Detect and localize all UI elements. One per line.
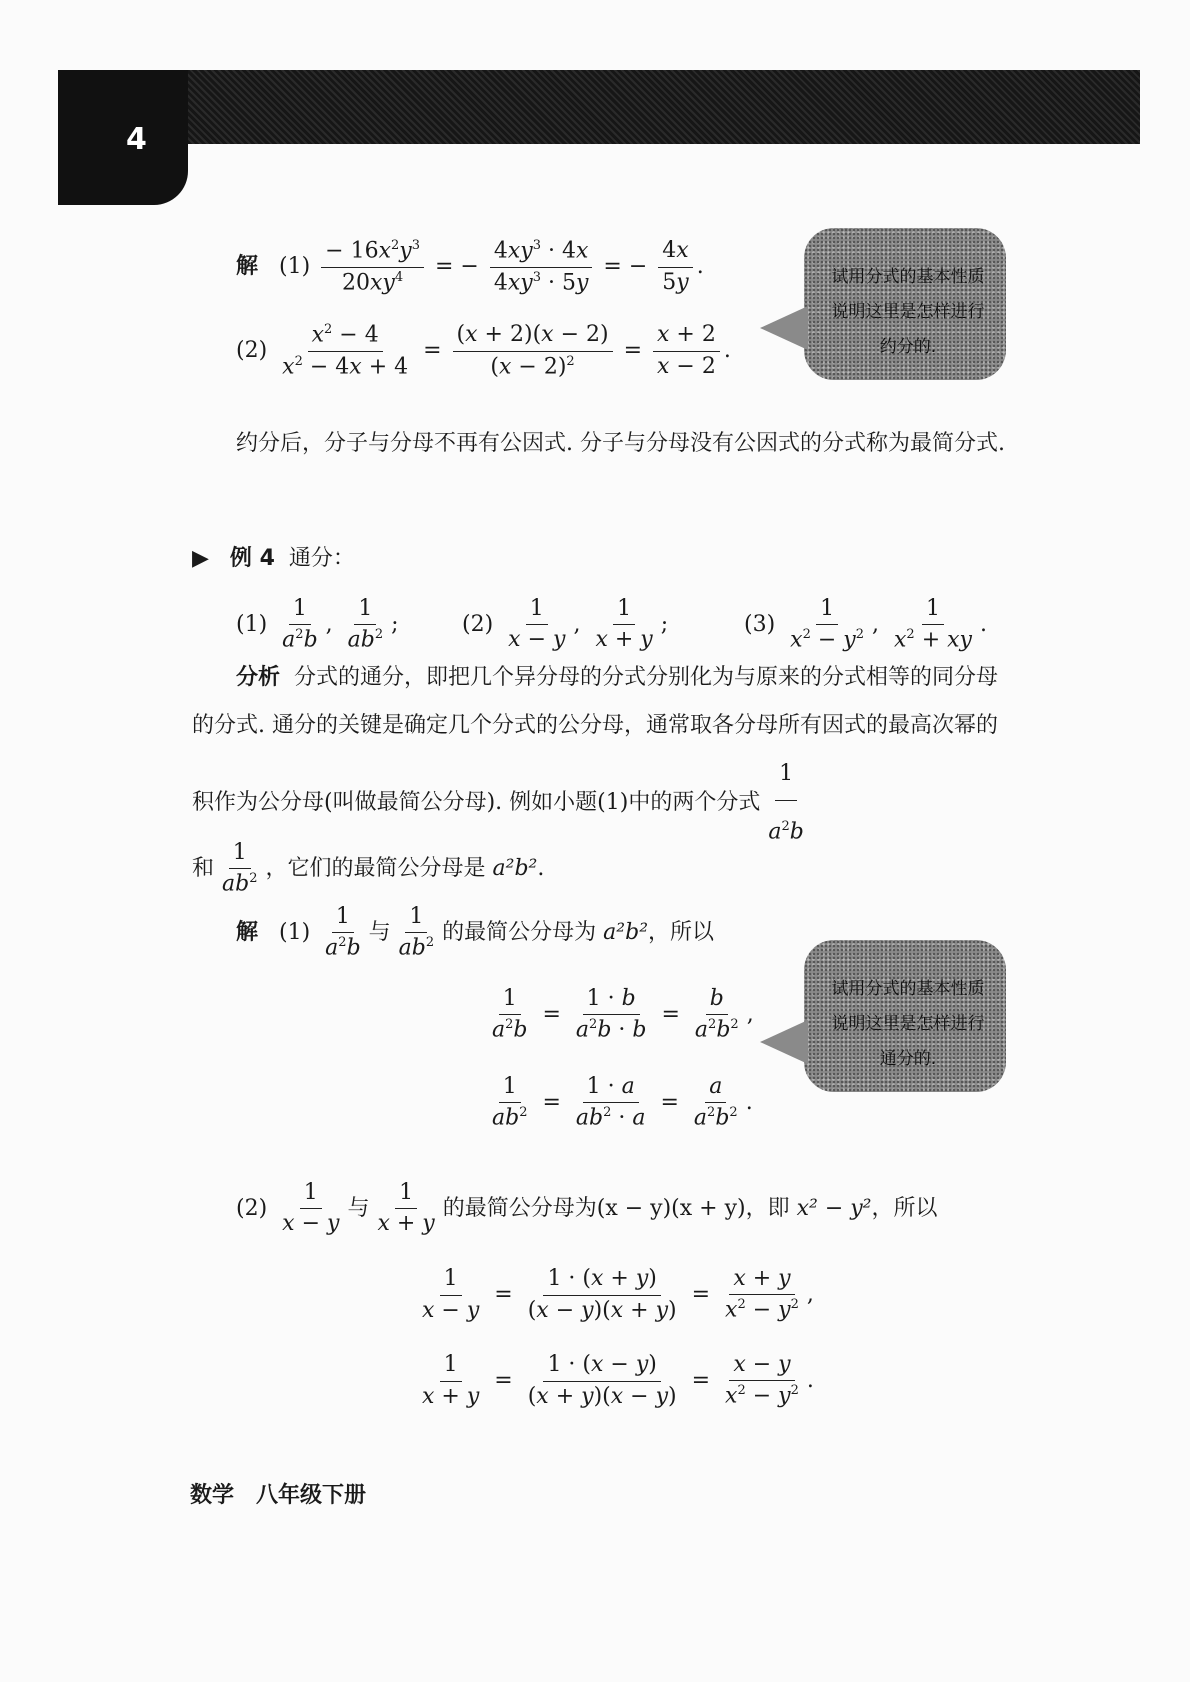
- page-tab: [58, 70, 188, 205]
- solution-2-intro: (2) $\frac{1}{x - y}$ 与 $\frac{1}{x + y}$ 的最简公分母为(x − y)(x + y)，即 x² − y²，所以: [236, 1180, 938, 1237]
- simplest-fraction-text: 约分后，分子与分母不再有公因式. 分子与分母没有公因式的分式称为最简分式.: [236, 431, 1005, 456]
- example-title: 通分：: [288, 546, 355, 571]
- reduction-line-2: (2) $\frac{x^2 - 4}{x^2 - 4x + 4}$ = $\frac{(x + 2)(x - 2)}{(x - 2)^2}$ = $\frac{x + 2}{x - 2}$ .: [236, 322, 731, 380]
- example-item-1: (1) $\frac{1}{a^2b}$ , $\frac{1}{ab^2}$ ;: [236, 596, 399, 653]
- example-label: 例 4: [229, 546, 275, 571]
- example-item-3: (3) $\frac{1}{x^2 - y^2}$ , $\frac{1}{x^2 + xy}$ .: [744, 596, 987, 653]
- page-number: 4: [126, 122, 147, 157]
- solution-label: 解: [236, 254, 259, 280]
- hint-bubble-1: 试用分式的基本性质说明这里是怎样进行约分的.: [804, 228, 1006, 380]
- solution-1-intro: 解 (1) $\frac{1}{a^2b}$ 与 $\frac{1}{ab^2}$ 的最简公分母为 a²b²，所以: [236, 904, 715, 961]
- solution-2-eq-1: $\frac{1}{x - y}$ = $\frac{1 \cdot (x + y)}{(x - y)(x + y)}$ = $\frac{x + y}{x^2 - y^2}$ ,: [422, 1266, 814, 1323]
- solution-1-eq-2: $\frac{1}{ab^2}$ = $\frac{1 \cdot a}{ab^2 \cdot a}$ = $\frac{a}{a^2b^2}$ .: [492, 1074, 753, 1131]
- lcd-value-1: a²b²: [492, 856, 538, 882]
- example-item-2: (2) $\frac{1}{x - y}$ , $\frac{1}{x + y}$ ;: [462, 596, 669, 653]
- lcd-value-2: x² − y²: [796, 1195, 872, 1221]
- example-heading: [192, 546, 355, 572]
- solution-label-2: 解: [236, 920, 259, 946]
- header-bar: [58, 70, 1140, 144]
- footer-book-title: 数学 八年级下册: [190, 1483, 367, 1508]
- analysis-label: 分析: [236, 665, 281, 690]
- solution-1-eq-1: $\frac{1}{a^2b}$ = $\frac{1 \cdot b}{a^2b \cdot b}$ = $\frac{b}{a^2b^2}$ ,: [492, 986, 754, 1043]
- hint-bubble-2: 试用分式的基本性质说明这里是怎样进行通分的.: [804, 940, 1006, 1092]
- solution-2-eq-2: $\frac{1}{x + y}$ = $\frac{1 \cdot (x - y)}{(x + y)(x - y)}$ = $\frac{x - y}{x^2 - y^2}$ .: [422, 1352, 814, 1409]
- analysis-paragraph: 分析 分式的通分，即把几个异分母的分式分别化为与原来的分式相等的同分母的分式. 通分的关键是确定几个分式的公分母，通常取各分母所有因式的最高次幂的积作为公分母(叫做最简公分母). 例如小题(1)中的两个分式 $\frac{1}{a^2b}$: [192, 665, 999, 845]
- reduction-line-1: 解 (1) $\frac{- 16x^2y^3}{20xy^4}$ = − $\frac{4xy^3 \cdot 4x}{4xy^3 \cdot 5y}$ = − $\frac{4x}{5y}$ .: [236, 238, 704, 296]
- analysis-continuation: 和 $\frac{1}{ab^2}$ ，它们的最简公分母是 a²b².: [192, 840, 545, 897]
- triangle-icon: ▶: [192, 546, 209, 571]
